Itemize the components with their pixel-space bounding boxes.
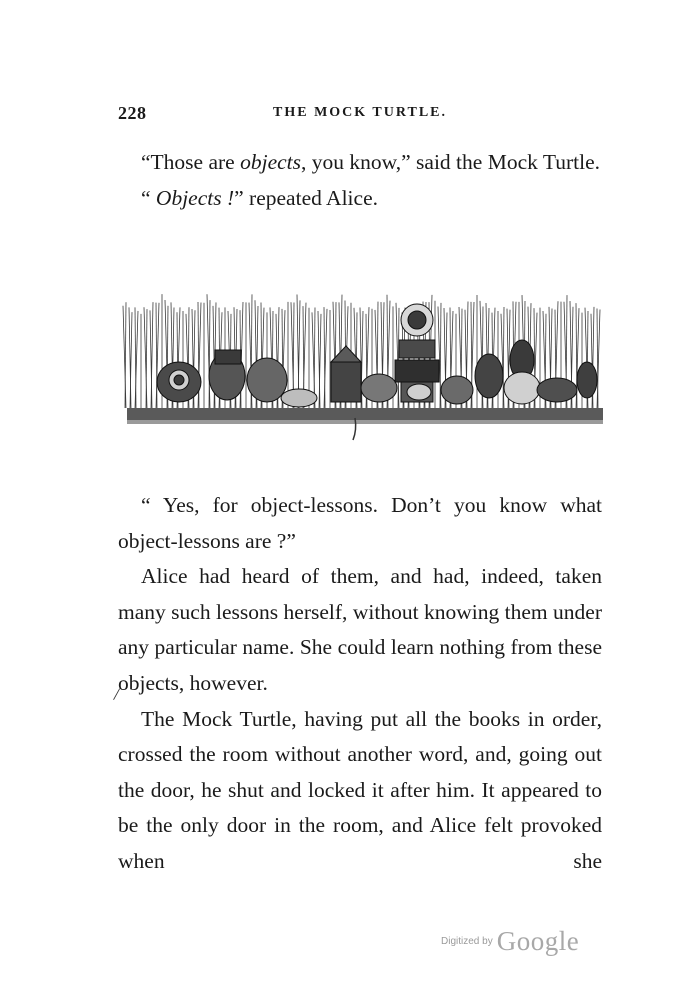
text-block-bottom — [118, 488, 602, 880]
text-run: ” repeated Alice. — [234, 185, 378, 210]
google-logo-icon: Google — [496, 926, 580, 956]
paragraph — [118, 488, 602, 559]
text-block-top — [118, 145, 602, 216]
italic-text: objects — [240, 150, 301, 174]
page-header — [118, 103, 602, 127]
text-run: Alice had heard of them, and had, indeed, taken many such lessons herself, without knowing them under any particular name. She could learn nothing from these objects, however. — [118, 564, 602, 695]
engraving-objects-on-shelf-icon — [117, 280, 603, 450]
paragraph — [118, 559, 602, 701]
text-run: , you know,” said the Mock Turtle. — [301, 150, 600, 174]
page-number: 228 — [118, 103, 147, 123]
text-run: “ — [141, 185, 156, 210]
text-run: “Those are — [141, 150, 241, 174]
italic-text: Objects ! — [155, 185, 235, 210]
watermark-prefix: Digitized by — [441, 936, 493, 947]
running-title: THE MOCK TURTLE. — [273, 105, 447, 120]
watermark — [441, 926, 579, 956]
paragraph — [118, 702, 602, 880]
text-run: The Mock Turtle, having put all the books in order, crossed the room without another word, and, going out the door, he shut and locked it after him. It appeared to be the only door in the room, and Alice felt provoked when she — [118, 706, 602, 873]
paragraph — [118, 181, 602, 217]
text-run: “ Yes, for object-lessons. Don’t you know what object-lessons are ?” — [118, 493, 602, 553]
pencil-mark-icon: / — [112, 683, 121, 705]
paragraph — [118, 145, 602, 181]
